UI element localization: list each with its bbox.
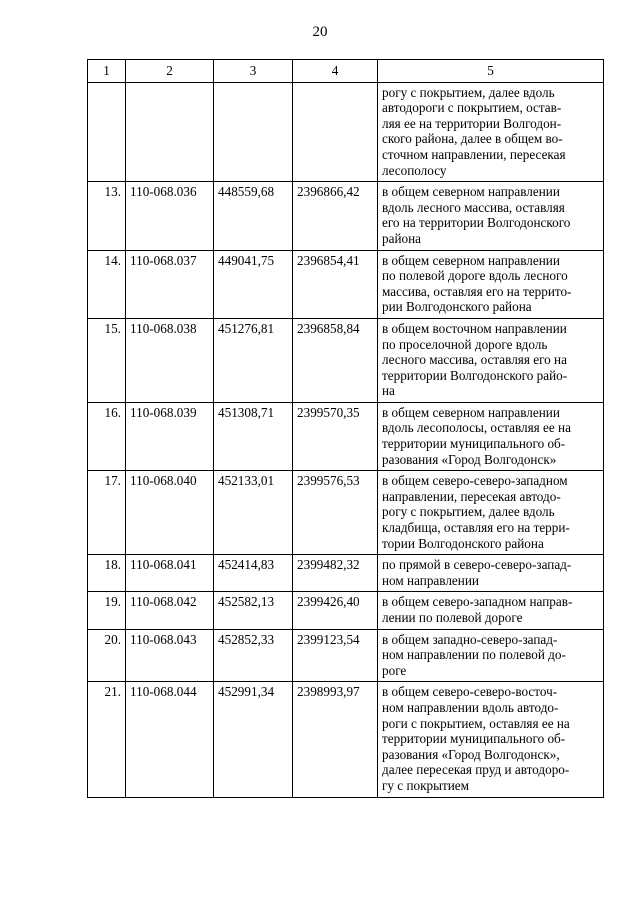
point-code-cell: 110-068.044 (126, 682, 214, 797)
description-line: в общем западно-северо-запад- (382, 631, 558, 647)
y-coordinate-cell: 2399123,54 (293, 629, 378, 682)
column-header: 4 (293, 60, 378, 83)
description-cell (378, 318, 604, 402)
point-code-cell: 110-068.041 (126, 555, 214, 592)
description-line: роги с покрытием, оставляя ее на (382, 715, 570, 731)
x-coordinate-cell: 451276,81 (214, 318, 293, 402)
row-number-cell: 16. (88, 402, 126, 470)
table-row (88, 629, 604, 682)
y-coordinate-cell: 2396866,42 (293, 182, 378, 250)
column-header: 3 (214, 60, 293, 83)
description-cell (378, 250, 604, 318)
x-coordinate-cell: 452133,01 (214, 471, 293, 555)
row-number-cell: 21. (88, 682, 126, 797)
description-line: в общем северо-западном направ- (382, 594, 573, 610)
description-cell (378, 402, 604, 470)
y-coordinate-cell (293, 82, 378, 182)
description-line: рогу с покрытием, далее вдоль (382, 504, 555, 520)
x-coordinate-cell: 452414,83 (214, 555, 293, 592)
description-line: в общем северо-северо-восточ- (382, 684, 558, 700)
description-line: ном направлении (382, 572, 479, 588)
description-line: ном направлении по полевой до- (382, 647, 566, 663)
description-line: тории Волгодонского района (382, 535, 544, 551)
description-line: рогу с покрытием, далее вдоль (382, 84, 555, 100)
description-line: в общем северо-северо-западном (382, 473, 568, 489)
row-number-cell: 20. (88, 629, 126, 682)
point-code-cell: 110-068.042 (126, 592, 214, 629)
description-line: ского района, далее в общем во- (382, 131, 563, 147)
description-line: района (382, 230, 422, 246)
description-line: рии Волгодонского района (382, 299, 532, 315)
table-row (88, 318, 604, 402)
description-cell (378, 682, 604, 797)
x-coordinate-cell: 452582,13 (214, 592, 293, 629)
description-line: направлении, пересекая автодо- (382, 488, 561, 504)
row-number-cell (88, 82, 126, 182)
table-row (88, 250, 604, 318)
description-line: ляя ее на территории Волгодон- (382, 115, 562, 131)
description-cell (378, 182, 604, 250)
description-cell (378, 471, 604, 555)
boundary-table (87, 59, 604, 798)
description-line: на (382, 383, 395, 399)
description-line: ном направлении вдоль автодо- (382, 699, 559, 715)
description-line: территории муниципального об- (382, 436, 566, 452)
description-line: кладбища, оставляя его на терри- (382, 520, 570, 536)
x-coordinate-cell: 452852,33 (214, 629, 293, 682)
description-line: территории Волгодонского райо- (382, 367, 568, 383)
table-row (88, 471, 604, 555)
description-line: по полевой дороге вдоль лесного (382, 268, 568, 284)
x-coordinate-cell: 449041,75 (214, 250, 293, 318)
table-row (88, 555, 604, 592)
y-coordinate-cell: 2396854,41 (293, 250, 378, 318)
description-line: в общем северном направлении (382, 404, 560, 420)
y-coordinate-cell: 2399570,35 (293, 402, 378, 470)
description-cell (378, 82, 604, 182)
row-number-cell: 15. (88, 318, 126, 402)
table-row (88, 182, 604, 250)
page-number: 20 (312, 24, 328, 40)
row-number-cell: 19. (88, 592, 126, 629)
table-header-row (88, 60, 604, 83)
description-line: роге (382, 662, 407, 678)
y-coordinate-cell: 2399426,40 (293, 592, 378, 629)
point-code-cell: 110-068.040 (126, 471, 214, 555)
y-coordinate-cell: 2399482,32 (293, 555, 378, 592)
row-number-cell: 18. (88, 555, 126, 592)
x-coordinate-cell: 448559,68 (214, 182, 293, 250)
y-coordinate-cell: 2398993,97 (293, 682, 378, 797)
description-cell (378, 629, 604, 682)
description-line: разования «Город Волгодонск», (382, 746, 560, 762)
description-line: разования «Город Волгодонск» (382, 451, 557, 467)
description-line: лесного массива, оставляя его на (382, 352, 567, 368)
description-line: гу с покрытием (382, 777, 469, 793)
description-line: массива, оставляя его на террито- (382, 283, 572, 299)
table-row (88, 682, 604, 797)
column-header: 5 (378, 60, 604, 83)
column-header: 2 (126, 60, 214, 83)
description-line: в общем восточном направлении (382, 320, 567, 336)
description-line: вдоль лесного массива, оставляя (382, 199, 565, 215)
description-line: лении по полевой дороге (382, 610, 523, 625)
description-cell (378, 592, 604, 629)
description-line: лесополосу (382, 162, 447, 178)
description-line: автодороги с покрытием, остав- (382, 100, 562, 116)
point-code-cell: 110-068.039 (126, 402, 214, 470)
description-line: далее пересекая пруд и автодоро- (382, 762, 570, 778)
description-line: сточном направлении, пересекая (382, 146, 566, 162)
description-line: территории муниципального об- (382, 731, 566, 747)
column-header: 1 (88, 60, 126, 83)
point-code-cell: 110-068.038 (126, 318, 214, 402)
description-line: по проселочной дороге вдоль (382, 336, 548, 352)
table-row (88, 592, 604, 629)
table-body (88, 60, 604, 798)
description-line: в общем северном направлении (382, 184, 560, 200)
point-code-cell: 110-068.043 (126, 629, 214, 682)
description-line: вдоль лесополосы, оставляя ее на (382, 420, 571, 436)
description-line: его на территории Волгодонского (382, 215, 571, 231)
row-number-cell: 14. (88, 250, 126, 318)
description-line: в общем северном направлении (382, 252, 560, 268)
y-coordinate-cell: 2396858,84 (293, 318, 378, 402)
table-row (88, 82, 604, 182)
point-code-cell (126, 82, 214, 182)
row-number-cell: 13. (88, 182, 126, 250)
x-coordinate-cell: 452991,34 (214, 682, 293, 797)
table-row (88, 402, 604, 470)
x-coordinate-cell: 451308,71 (214, 402, 293, 470)
description-line: по прямой в северо-северо-запад- (382, 557, 572, 573)
description-cell (378, 555, 604, 592)
row-number-cell: 17. (88, 471, 126, 555)
x-coordinate-cell (214, 82, 293, 182)
y-coordinate-cell: 2399576,53 (293, 471, 378, 555)
point-code-cell: 110-068.036 (126, 182, 214, 250)
point-code-cell: 110-068.037 (126, 250, 214, 318)
